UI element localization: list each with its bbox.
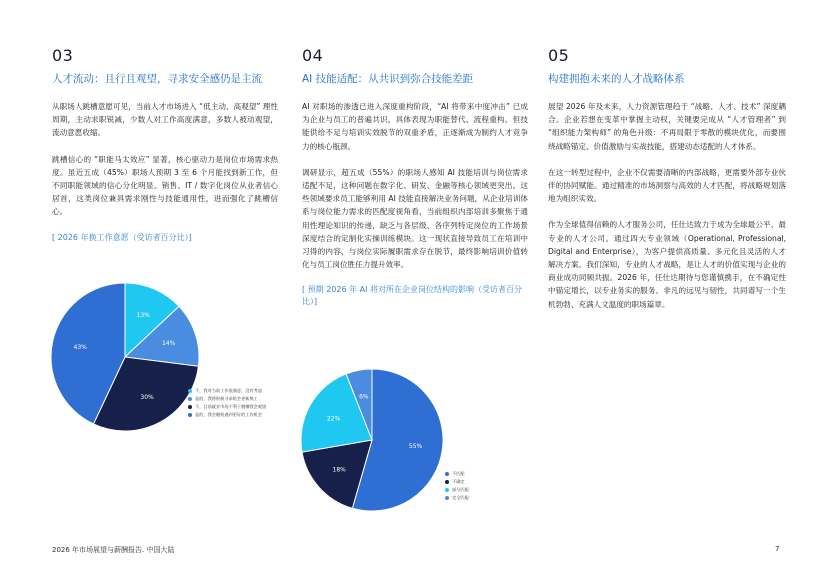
footer-report-title: 2026 年市场展望与薪酬报告. 中国大陆 [52,546,175,554]
legend-swatch [188,413,192,417]
paragraph: AI 对职场的渗透已进入深度重构阶段，“AI 将带来中度冲击” 已成为企业与员工的普遍共识，具体表现为职能替代、流程重构。但技能供给不足与培训实效脱节的双重矛盾，正逐渐成为制约人才竞争力的核心瓶颈。 [302,102,528,151]
legend-item [188,387,266,395]
legend-swatch [188,389,192,393]
paragraph: 在这一转型过程中，企业不仅需要清晰的内部战略，更需要外部专业伙伴的协同赋能。通过精准的市场洞察与高效的人才匹配，将战略规划落地为组织实效。 [548,167,786,204]
section-body [302,100,528,271]
section-heading: 构建拥抱未来的人才战略体系 [548,73,685,85]
section-03 [52,46,278,244]
legend-label: 不确定 [452,479,465,484]
legend-item [445,470,469,478]
legend-swatch [445,496,449,500]
chart-legend [188,387,266,419]
legend-item [445,478,469,486]
legend-label: 不，我对当前工作很满意，没有考虑 [195,388,263,393]
legend-label: 是的，我会随机遇到更好的工作机会 [195,412,263,417]
paragraph: 从职场人跳槽意愿可见，当前人才市场进入 “低主动、高观望” 理性周期，主动求职锐减，少数人对工作高度满意，多数人被动观望，流动意愿收缩。 [52,102,278,138]
paragraph: 跳槽信心的 “职能马太效应” 显著，核心驱动力是岗位市场需求热度。虽近五成（45%）职场人预期 3 至 6 个月能找到新工作，但不同职能领域的信心分化明显。销售、IT / 数字化岗位从业者信心居首，这类岗位兼具需求刚性与技能通用性，进而强化了跳槽信心。 [52,154,278,217]
paragraph: 展望 2026 年及未来，人力资源管理趋于 “战略、人才、技术” 深度耦合。企业若想在变革中掌握主动权，关键要完成从 “人才管理者” 到 “组织能力架构师” 的角色升级：不再局限于零散的模块优化，而要围绕战略锚定、价值激励与实战技能，搭建动态适配的人才体系。 [548,102,786,151]
data-label: 18% [332,466,346,474]
paragraph: 调研显示，超五成（55%）的职场人感知 AI 技能培训与岗位需求适配不足，这种问题在数字化、研发、金融等核心领域更突出。这些领域要求员工能够利用 AI 技能直接解决业务问题，从企业培训体系与岗位能力需求的匹配度视角看，当前组织内部培训多聚焦于通用性理论知识的传递，缺乏与各层级、各序列特定岗位的工作场景深度结合的定制化实操训练模块。这一现状直接导致员工在培训中习得的内容，与岗位实际履职需求存在脱节，最终影响培训价值转化与员工岗位胜任力提升效率。 [302,167,528,270]
section-body [52,100,278,219]
figure-caption: [ 2026 年换工作意愿（受访者百分比）] [52,232,192,242]
legend-swatch [188,397,192,401]
section-number: 04 [302,46,324,65]
data-label: 22% [326,415,341,423]
data-label: 14% [161,339,176,347]
pie-chart-job-change [50,282,200,436]
legend-label: 不，目前就业市场不利于跳槽我会观望 [195,404,267,409]
section-heading: 人才流动：且行且观望，寻求安全感仍是主流 [52,73,262,85]
legend-swatch [188,405,192,409]
section-04 [302,46,528,308]
pie-chart-svg [50,282,200,432]
legend-swatch [445,480,449,484]
section-05 [548,46,786,324]
paragraph: 作为全球值得信赖的人才服务公司，任仕达致力于成为全球最公平、最专业的人才公司。通过四大专业领域（Operational, Professional, Digital and Enterprise），为客户提供高质量、多元化且灵活的人才解决方案。我们深知，专业的人才战略，是让人才的价值实现与企业的商业成功同频共振。2026 年，任仕达期待与您谨慎携手，在不确定性中锚定增长，以专业务实的服务、非凡的远见与韧性，共同谱写一个生机勃勃、充满人文温度的职场篇章。 [548,220,786,309]
data-label: 30% [140,394,154,402]
data-label: 13% [136,311,150,319]
section-number: 03 [52,46,74,65]
legend-item [445,494,469,502]
legend-label: 是的，我将积极寻求机会更新换工 [195,396,258,401]
legend-item [445,486,469,494]
chart-legend [445,470,469,502]
legend-swatch [445,472,449,476]
data-label: 43% [73,343,87,351]
pie-chart-ai-impact [300,368,444,516]
section-number: 05 [548,46,570,65]
data-label: 55% [408,443,423,451]
footer-page-number: 7 [775,545,780,553]
legend-label: 不匹配 [452,471,465,476]
legend-label: 部分匹配 [452,487,469,492]
section-heading: AI 技能适配：从共识到弥合技能差距 [302,73,474,85]
data-label: 6% [359,393,369,401]
figure-caption: [ 预期 2026 年 AI 将对所在企业岗位结构的影响（受访者百分比）] [302,285,523,307]
legend-item [188,411,266,419]
legend-item [188,403,266,411]
section-body [548,100,786,311]
legend-label: 完全匹配 [452,495,469,500]
legend-item [188,395,266,403]
pie-chart-svg [300,368,444,512]
legend-swatch [445,488,449,492]
